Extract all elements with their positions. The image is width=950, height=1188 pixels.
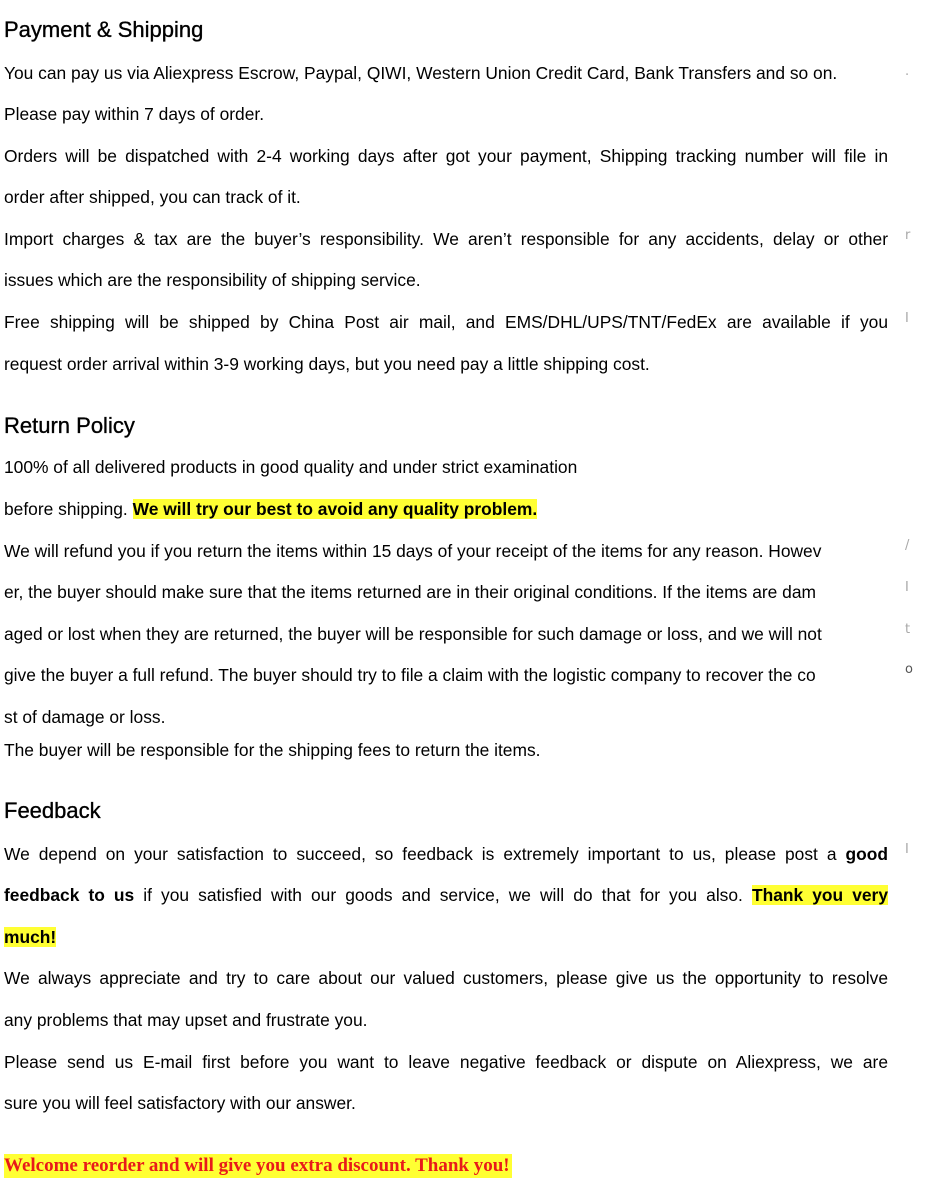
margin-mark: o (905, 662, 913, 677)
margin-mark: . (905, 64, 910, 79)
feedback-line: any problems that may upset and frustrate you. (4, 1010, 368, 1030)
feedback-bold: good (845, 844, 888, 864)
payment-line: You can pay us via Aliexpress Escrow, Paypal, QIWI, Western Union Credit Card, Bank Transfers and so on. (4, 63, 838, 83)
payment-line: issues which are the responsibility of shipping service. (4, 270, 421, 290)
feedback-line (4, 926, 56, 948)
feedback-text: We depend on your satisfaction to succeed, so feedback is extremely important to us, please post a (4, 844, 846, 864)
return-policy-heading: Return Policy (4, 413, 135, 438)
margin-mark: r (905, 228, 911, 243)
feedback-line: Please send us E-mail first before you want to leave negative feedback or dispute on Aliexpress, we are (4, 1052, 888, 1072)
return-line: er, the buyer should make sure that the items returned are in their original conditions. If the items are dam (4, 582, 816, 602)
quality-highlight: We will try our best to avoid any quality problem. (132, 499, 538, 519)
margin-mark: t (905, 622, 911, 637)
feedback-heading: Feedback (4, 798, 101, 823)
return-line: aged or lost when they are returned, the buyer will be responsible for such damage or loss, and we will not (4, 624, 822, 644)
feedback-line: sure you will feel satisfactory with our answer. (4, 1093, 356, 1113)
return-line: st of damage or loss. (4, 707, 166, 727)
return-line-text: before shipping. (4, 499, 133, 519)
thank-you-highlight: Thank you very (751, 885, 888, 905)
feedback-line (4, 884, 888, 906)
payment-shipping-heading: Payment & Shipping (4, 17, 204, 42)
closing-banner: Welcome reorder and will give you extra discount. Thank you! (4, 1155, 510, 1176)
feedback-text: if you satisfied with our goods and service, we will do that for you also. (134, 885, 752, 905)
return-line: We will refund you if you return the items within 15 days of your receipt of the items for any reason. Howev (4, 541, 822, 561)
margin-mark: I (905, 311, 909, 326)
thank-you-highlight: much! (4, 927, 57, 947)
return-line (4, 498, 537, 520)
feedback-line (4, 843, 888, 865)
payment-line: Orders will be dispatched with 2-4 working days after got your payment, Shipping tracking number will file in (4, 146, 888, 166)
payment-line: Please pay within 7 days of order. (4, 104, 265, 124)
feedback-line: We always appreciate and try to care about our valued customers, please give us the opportunity to resolve (4, 968, 888, 988)
payment-line: request order arrival within 3-9 working days, but you need pay a little shipping cost. (4, 354, 650, 374)
margin-mark: I (905, 842, 909, 857)
return-line: give the buyer a full refund. The buyer should try to file a claim with the logistic company to recover the co (4, 665, 816, 685)
margin-mark: I (905, 580, 909, 595)
return-line: 100% of all delivered products in good quality and under strict examination (4, 457, 578, 477)
feedback-bold: feedback to us (4, 885, 135, 905)
margin-mark: / (905, 538, 910, 553)
payment-line: order after shipped, you can track of it. (4, 187, 301, 207)
payment-line: Import charges & tax are the buyer’s responsibility. We aren’t responsible for any accidents, delay or other (4, 229, 888, 249)
payment-line: Free shipping will be shipped by China Post air mail, and EMS/DHL/UPS/TNT/FedEx are available if you (4, 312, 888, 332)
return-line: The buyer will be responsible for the shipping fees to return the items. (4, 740, 541, 760)
